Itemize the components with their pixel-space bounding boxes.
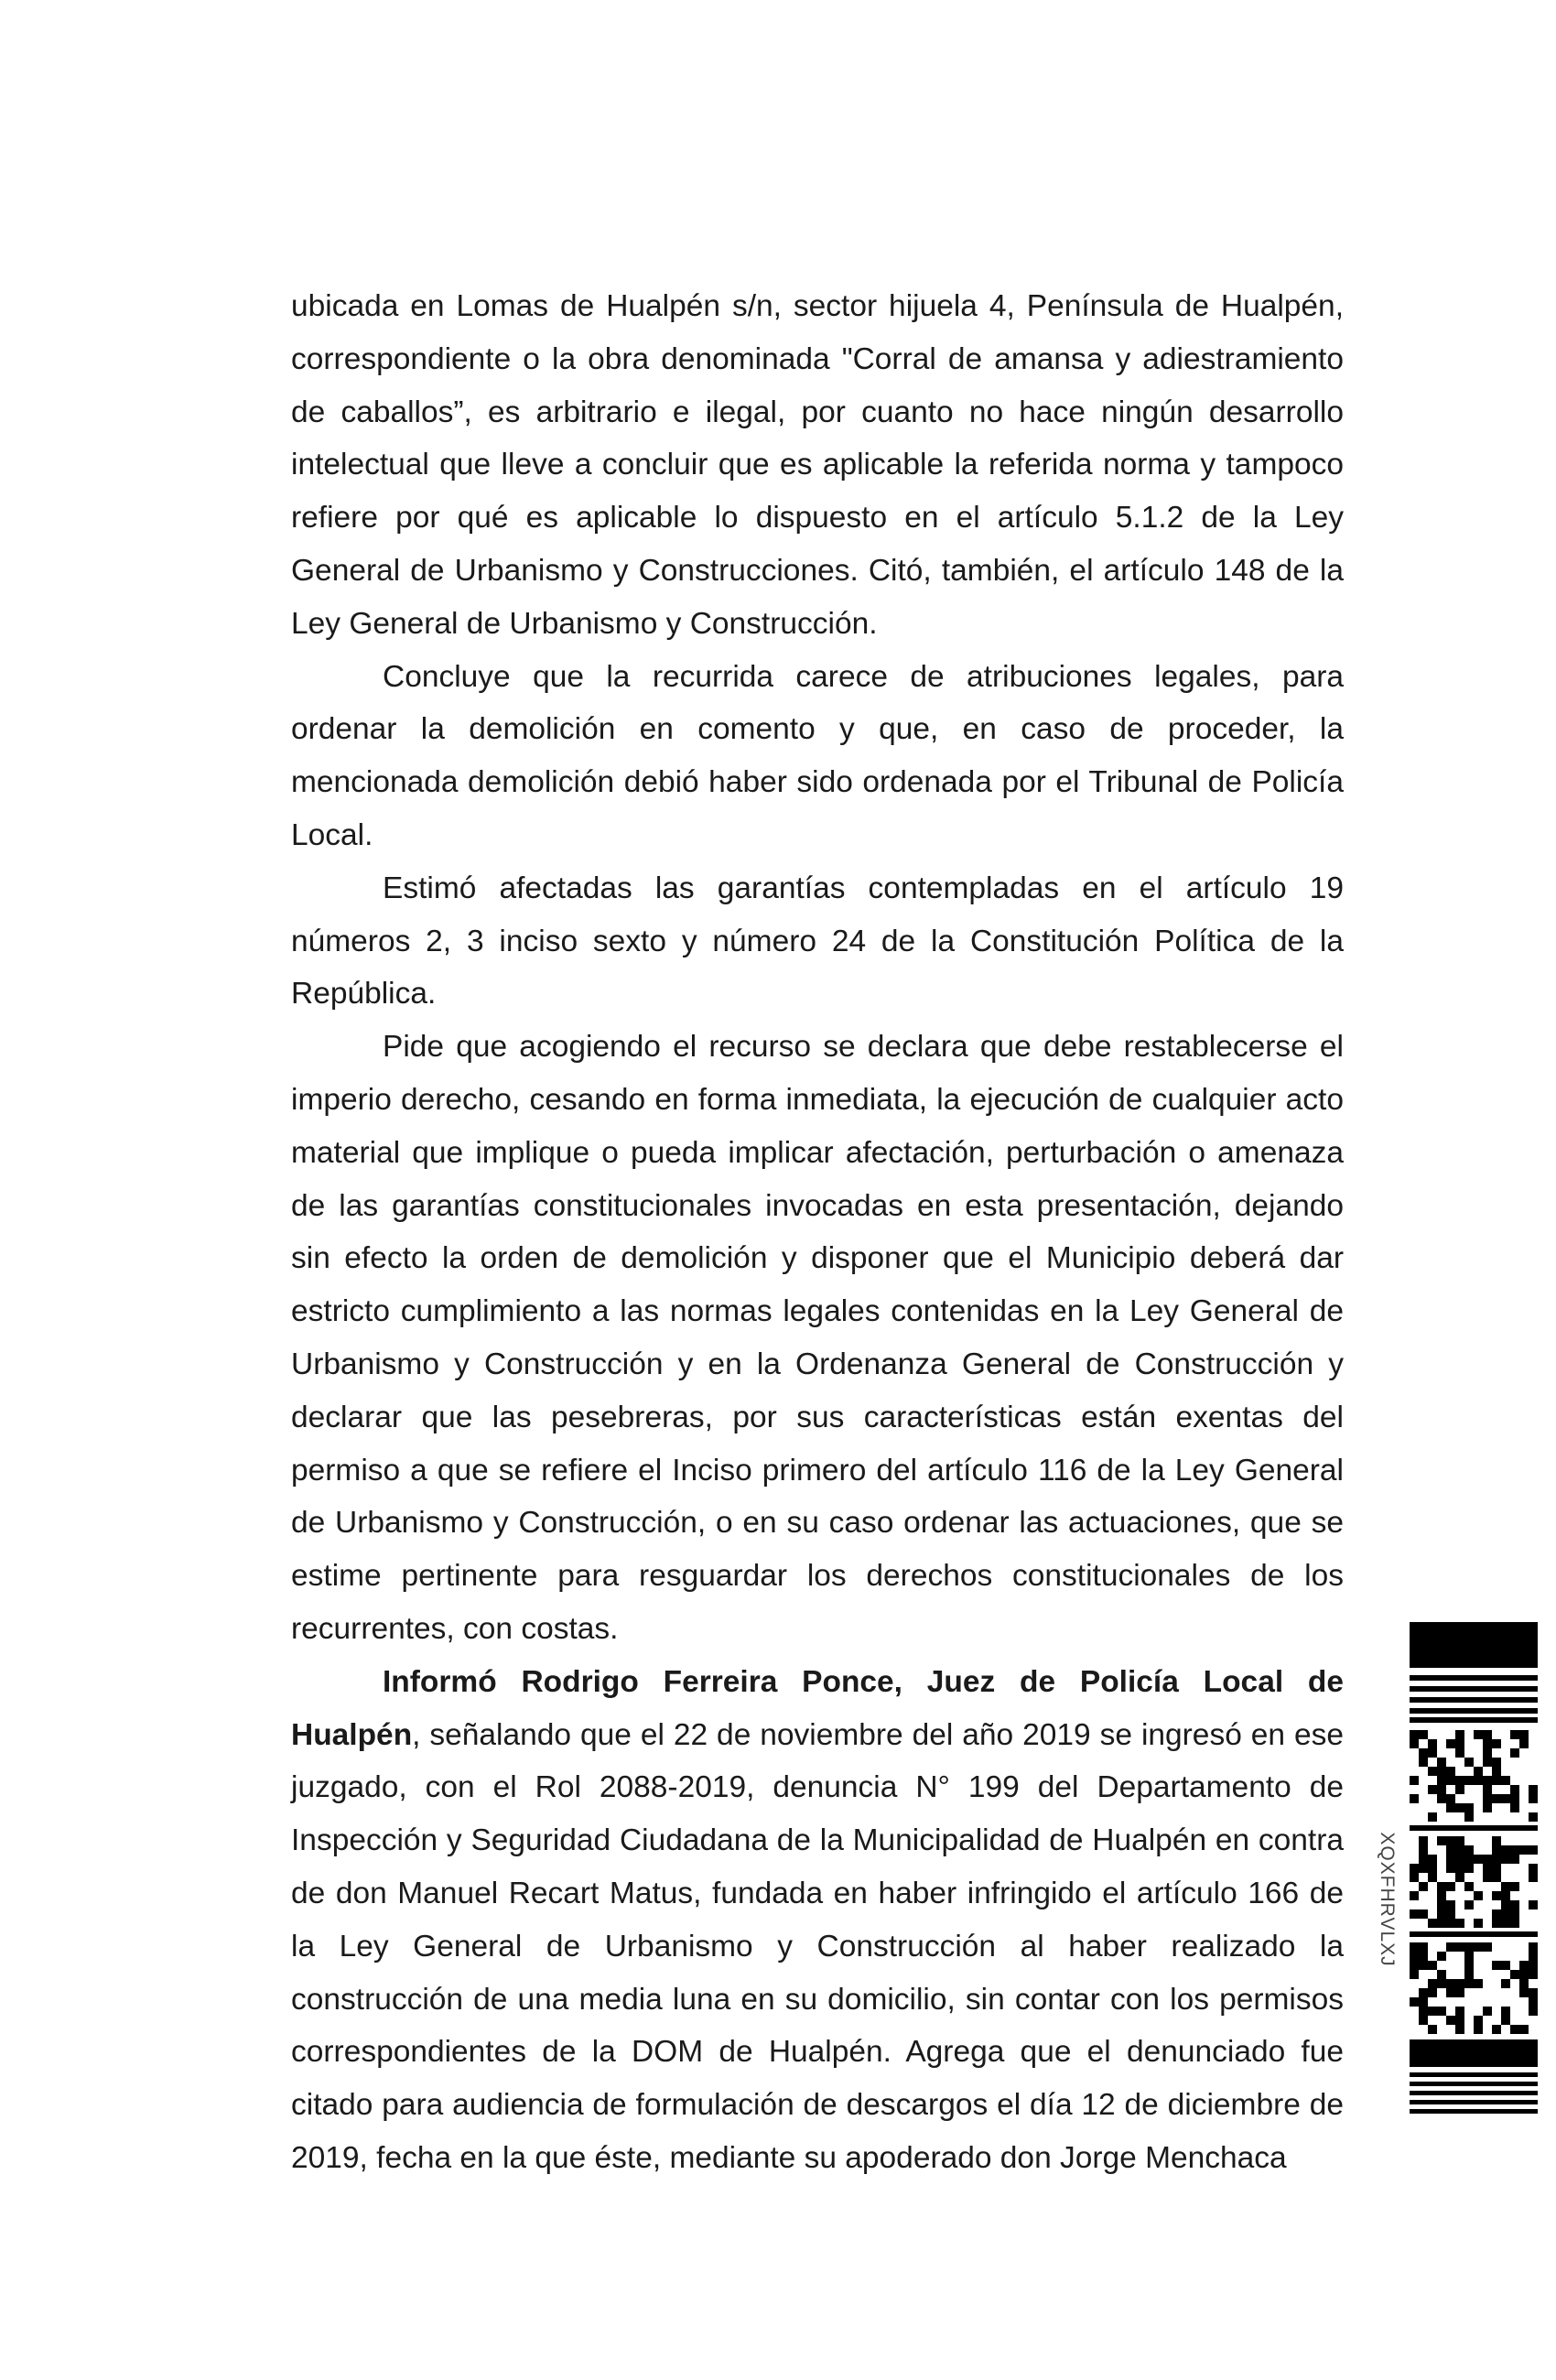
barcode-module (1464, 1758, 1474, 1767)
barcode-module (1437, 1891, 1446, 1900)
barcode-module (1419, 1748, 1428, 1758)
barcode-module (1519, 1988, 1529, 1997)
barcode-module (1519, 2025, 1529, 2034)
barcode-module (1483, 1739, 1492, 1748)
barcode-module (1529, 1961, 1538, 1970)
barcode-module (1410, 1730, 1419, 1739)
barcode-module (1492, 1919, 1501, 1928)
barcode-module (1492, 1758, 1501, 1767)
barcode-module (1428, 1961, 1437, 1970)
barcode-module (1492, 1864, 1501, 1873)
barcode-module (1455, 1919, 1464, 1928)
barcode-module (1501, 1919, 1510, 1928)
paragraph-text: ubicada en Lomas de Hualpén s/n, sector hijuela 4, Península de Hualpén, correspondiente o la obra denominada "Corral de amansa y adiestramiento de caballos”, es arbitrario e ilegal, por cuanto no hace ningún desarrollo intelectual que lleve a concluir que es aplicable la referida norma y tampoco refiere por qué es aplicable lo dispuesto en el artículo 5.1.2 de la Ley General de Urbanismo y Construcciones. Citó, también, el artículo 148 de la Ley General de Urbanismo y Construcción. (291, 289, 1344, 641)
barcode-module (1455, 2025, 1464, 2034)
barcode-module (1455, 1942, 1464, 1952)
verification-code (1368, 1808, 1405, 1991)
barcode-module (1428, 1919, 1437, 1928)
barcode-module (1483, 1873, 1492, 1882)
barcode-module (1455, 1776, 1464, 1785)
barcode-module (1519, 1979, 1529, 1988)
barcode-module (1419, 1909, 1428, 1919)
barcode-module (1428, 1767, 1437, 1776)
barcode-module (1501, 1979, 1510, 1988)
barcode-module (1437, 1952, 1446, 1961)
barcode-module (1455, 1730, 1464, 1739)
paragraph-text: Pide que acogiendo el recurso se declara que debe restablecerse el imperio derecho, cesando en forma inmediata, la ejecución de cualquier acto material que implique o pueda implicar afectación, perturbación o amenaza de las garantías constitucionales invocadas en esta presentación, dejando sin efecto la orden de demolición y disponer que el Municipio deberá dar estricto cumplimiento a las normas legales contenidas en la Ley General de Urbanismo y Construcción y en la Ordenanza General de Construcción y declarar que las pesebreras, por sus características están exentas del permiso a que se refiere el Inciso primero del artículo 116 de la Ley General de Urbanismo y Construcción, o en su caso ordenar las actuaciones, que se estime pertinente para resguardar los derechos constitucionales de los recurrentes, con costas. (291, 1030, 1344, 1646)
barcode-module (1428, 1812, 1437, 1822)
barcode-module (1510, 1730, 1519, 1739)
barcode-module (1455, 1803, 1464, 1812)
barcode-module (1501, 1776, 1510, 1785)
barcode-module (1510, 1855, 1519, 1864)
barcode-module (1510, 1803, 1519, 1812)
barcode-bar (1410, 1708, 1538, 1714)
barcode-module (1410, 1942, 1419, 1952)
barcode-module (1455, 1864, 1464, 1873)
barcode-module (1464, 1900, 1474, 1909)
barcode-module (1510, 1845, 1519, 1855)
barcode-module (1446, 1864, 1455, 1873)
barcode-module (1464, 1812, 1474, 1822)
barcode-module (1446, 1919, 1455, 1928)
barcode-module (1437, 2007, 1446, 2016)
barcode-module (1519, 1730, 1529, 1739)
barcode-module (1464, 1803, 1474, 1812)
barcode-module (1529, 1785, 1538, 1794)
barcode-module (1446, 1855, 1455, 1864)
barcode-module (1410, 1952, 1419, 1961)
barcode-module (1492, 1836, 1501, 1845)
paragraph-text: Estimó afectadas las garantías contempladas en el artículo 19 números 2, 3 inciso sexto y número 24 de la Constitución Política de la República. (291, 871, 1344, 1012)
barcode-module (1529, 1794, 1538, 1803)
barcode-module (1474, 1891, 1483, 1900)
barcode-module (1410, 1739, 1419, 1748)
paragraph (291, 862, 1344, 1021)
barcode-module (1455, 1873, 1464, 1882)
barcode-module (1464, 1979, 1474, 1988)
barcode-bar (1410, 2039, 1538, 2067)
barcode-module (1483, 1794, 1492, 1803)
barcode-module (1410, 1891, 1419, 1900)
barcode-module (1474, 2016, 1483, 2025)
barcode-module (1519, 1970, 1529, 1979)
barcode-module (1492, 1909, 1501, 1919)
barcode-bar (1410, 2100, 1538, 2104)
barcode-module (1410, 1909, 1419, 1919)
barcode-module (1529, 1864, 1538, 1873)
barcode-module (1529, 1970, 1538, 1979)
barcode-module (1510, 1785, 1519, 1794)
barcode-module (1455, 1845, 1464, 1855)
barcode-module (1419, 1882, 1428, 1891)
barcode-module (1455, 1785, 1464, 1794)
barcode-module (1510, 2025, 1519, 2034)
barcode-module (1483, 1942, 1492, 1952)
barcode-bar (1410, 2082, 1538, 2086)
barcode-module (1428, 1739, 1437, 1748)
barcode-module (1419, 1988, 1428, 1997)
barcode-module (1437, 1909, 1446, 1919)
barcode-module (1437, 1776, 1446, 1785)
barcode-module (1419, 2007, 1428, 2016)
barcode-module (1446, 1836, 1455, 1845)
barcode-module (1455, 1836, 1464, 1845)
barcode-module (1474, 1730, 1483, 1739)
paragraph-text: Concluye que la recurrida carece de atribuciones legales, para ordenar la demolición en comento y que, en caso de proceder, la mencionada demolición debió haber sido ordenada por el Tribunal de Policía Local. (291, 659, 1344, 852)
barcode-module (1455, 1979, 1464, 1988)
barcode-module (1529, 1845, 1538, 1855)
barcode-module (1419, 1942, 1428, 1952)
barcode-module (1446, 1845, 1455, 1855)
barcode-module (1428, 2007, 1437, 2016)
barcode-module (1483, 1864, 1492, 1873)
barcode-module (1419, 1952, 1428, 1961)
barcode-module (1446, 1767, 1455, 1776)
paragraph (291, 280, 1344, 651)
barcode-module (1501, 2016, 1510, 2025)
paragraph (291, 1656, 1344, 2185)
barcode-module (1410, 1961, 1419, 1970)
barcode-module (1464, 1855, 1474, 1864)
barcode-module (1483, 1803, 1492, 1812)
barcode-module (1419, 1864, 1428, 1873)
barcode-bar (1410, 2091, 1538, 2095)
barcode-module (1492, 1961, 1501, 1970)
barcode-module (1410, 1794, 1419, 1803)
barcode-module (1519, 1845, 1529, 1855)
barcode-module (1510, 1970, 1519, 1979)
barcode-module (1529, 1988, 1538, 1997)
barcode-module (1474, 1979, 1483, 1988)
barcode-module (1419, 1961, 1428, 1970)
barcode-module (1410, 1970, 1419, 1979)
barcode-bar (1410, 1717, 1538, 1723)
barcode-module (1483, 1785, 1492, 1794)
barcode-module (1437, 1900, 1446, 1909)
barcode-bar (1410, 1675, 1538, 1681)
paragraph (291, 1021, 1344, 1656)
barcode-module (1501, 1794, 1510, 1803)
paragraph (291, 651, 1344, 862)
barcode-module (1510, 1900, 1519, 1909)
barcode-module (1529, 1900, 1538, 1909)
paragraph-text: , señalando que el 22 de noviembre del año 2019 se ingresó en ese juzgado, con el Rol 2088-2019, denuncia N° 199 del Departamento de Inspección y Seguridad Ciudadana de la Municipalidad de Hualpén en contra de don Manuel Recart Matus, fundada en haber infringido el artículo 166 de la Ley General de Urbanismo y Construcción al haber realizado la construcción de una media luna en su domicilio, sin contar con los permisos correspondientes de la DOM de Hualpén. Agrega que el denunciado fue citado para audiencia de formulación de descargos el día 12 de diciembre de 2019, fecha en la que éste, mediante su apoderado don Jorge Menchaca (291, 1717, 1344, 2175)
barcode-module (1501, 1961, 1510, 1970)
barcode-module (1455, 1748, 1464, 1758)
barcode-module (1410, 1864, 1419, 1873)
barcode-module (1410, 1776, 1419, 1785)
barcode-module (1419, 1730, 1428, 1739)
barcode-module (1437, 1836, 1446, 1845)
barcode-module (1492, 2025, 1501, 2034)
barcode-module (1483, 1758, 1492, 1767)
barcode-module (1510, 1909, 1519, 1919)
document-body (291, 280, 1344, 2185)
barcode-module (1483, 2007, 1492, 2016)
barcode-module (1446, 1803, 1455, 1812)
barcode-module (1464, 1864, 1474, 1873)
barcode-module (1501, 1855, 1510, 1864)
barcode-module (1419, 1997, 1428, 2007)
barcode-module (1437, 1970, 1446, 1979)
barcode-module (1529, 1812, 1538, 1822)
barcode-module (1464, 1845, 1474, 1855)
barcode-module (1428, 1748, 1437, 1758)
barcode-module (1510, 1882, 1519, 1891)
barcode-module (1529, 2007, 1538, 2016)
barcode-module (1492, 1739, 1501, 1748)
informant-heading: Informó Rodrigo Ferreira Ponce, Juez de Policía Local de Hualpén (291, 1664, 1344, 1752)
barcode-module (1437, 1919, 1446, 1928)
barcode-module (1501, 1900, 1510, 1909)
barcode-module (1492, 1776, 1501, 1785)
barcode-module (1483, 1776, 1492, 1785)
barcode-module (1474, 1776, 1483, 1785)
barcode-module (1464, 1942, 1474, 1952)
barcode-module (1419, 1758, 1428, 1767)
barcode-module (1437, 1882, 1446, 1891)
barcode-module (1446, 1979, 1455, 1988)
barcode-module (1464, 1882, 1474, 1891)
barcode-module (1492, 1794, 1501, 1803)
barcode-module (1529, 1952, 1538, 1961)
barcode-module (1446, 1909, 1455, 1919)
barcode-module (1501, 1882, 1510, 1891)
barcode-bar (1410, 1697, 1538, 1703)
barcode-module (1419, 2016, 1428, 2025)
barcode-module (1464, 1776, 1474, 1785)
barcode-module (1492, 1767, 1501, 1776)
barcode-module (1519, 1961, 1529, 1970)
barcode-bar (1410, 1622, 1538, 1668)
barcode-module (1455, 2007, 1464, 2016)
barcode-module (1492, 1855, 1501, 1864)
barcode-module (1501, 1845, 1510, 1855)
barcode-module (1419, 1836, 1428, 1845)
barcode-module (1446, 1900, 1455, 1909)
barcode-module (1455, 1988, 1464, 1997)
barcode-module (1410, 1873, 1419, 1882)
barcode-module (1428, 1855, 1437, 1864)
barcode-module (1437, 1758, 1446, 1767)
barcode-module (1428, 1873, 1437, 1882)
barcode-module (1529, 1873, 1538, 1882)
barcode-module (1428, 1864, 1437, 1873)
barcode-bar (1410, 1686, 1538, 1692)
barcode-module (1428, 1785, 1437, 1794)
barcode-module (1510, 1919, 1519, 1928)
barcode-graphic (1410, 1622, 1538, 2115)
verification-code-text: XQXFHRVLXJ (1377, 1832, 1398, 1967)
barcode-module (1501, 1909, 1510, 1919)
barcode-module (1519, 1739, 1529, 1748)
barcode-module (1437, 1767, 1446, 1776)
barcode-module (1474, 1919, 1483, 1928)
barcode-module (1446, 1882, 1455, 1891)
barcode-module (1529, 1997, 1538, 2007)
barcode-module (1437, 1979, 1446, 1988)
barcode-module (1446, 1988, 1455, 1997)
barcode-module (1483, 1748, 1492, 1758)
barcode-bar (1410, 1931, 1538, 1937)
barcode-module (1455, 1855, 1464, 1864)
barcode-module (1428, 1979, 1437, 1988)
barcode-module (1483, 1730, 1492, 1739)
barcode-module (1474, 1767, 1483, 1776)
barcode-bar (1410, 1825, 1538, 1831)
barcode-module (1529, 1942, 1538, 1952)
barcode-module (1410, 1997, 1419, 2007)
barcode-module (1474, 1942, 1483, 1952)
barcode-svg (1410, 1622, 1538, 2115)
barcode-module (1492, 1873, 1501, 1882)
barcode-module (1446, 1776, 1455, 1785)
barcode-module (1501, 1891, 1510, 1900)
barcode-bar (1410, 2072, 1538, 2077)
barcode-module (1446, 2016, 1455, 2025)
barcode-bar (1410, 2109, 1538, 2114)
barcode-module (1510, 1748, 1519, 1758)
barcode-module (1419, 1845, 1428, 1855)
barcode-module (1464, 1961, 1474, 1970)
barcode-module (1501, 2007, 1510, 2016)
barcode-module (1428, 2025, 1437, 2034)
barcode-module (1492, 1891, 1501, 1900)
barcode-module (1446, 1794, 1455, 1803)
barcode-module (1446, 1739, 1455, 1748)
barcode-module (1437, 1794, 1446, 1803)
barcode-module (1474, 2025, 1483, 2034)
barcode-module (1492, 1845, 1501, 1855)
barcode-module (1428, 1988, 1437, 1997)
barcode-module (1483, 1855, 1492, 1864)
barcode-module (1455, 1739, 1464, 1748)
barcode-module (1474, 1855, 1483, 1864)
barcode-module (1446, 1942, 1455, 1952)
barcode-module (1419, 1855, 1428, 1864)
barcode-module (1455, 2016, 1464, 2025)
barcode-module (1464, 1970, 1474, 1979)
barcode-module (1437, 1785, 1446, 1794)
barcode-module (1510, 1794, 1519, 1803)
barcode-module (1464, 1952, 1474, 1961)
